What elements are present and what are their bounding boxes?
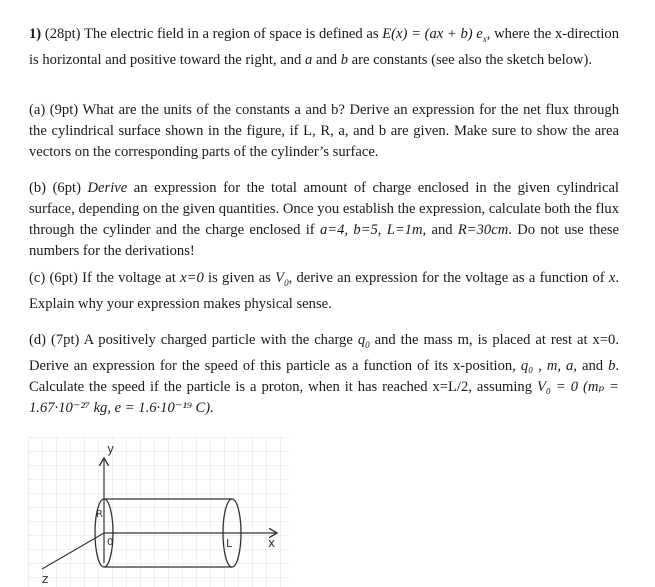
part-d-constants: (mₚ = 1.67·10⁻²⁷ kg, e = 1.6·10⁻¹⁹ C).: [29, 378, 619, 416]
part-d-text-1: A positively charged particle with the charge: [83, 332, 353, 348]
part-b-text-3: . Do not use these numbers for the derivations!: [29, 222, 620, 259]
part-c-v0: $V_0$: [275, 270, 289, 288]
part-b-text-1: an expression for the total amount of charge enclosed in the given cylindrical surface, depending on the given quantities. Once you establish the expression, calculate both the flux through the cylinder and the charge enclosed if: [29, 180, 619, 238]
intro-var-b: b: [340, 51, 348, 68]
part-b-label: (b) (6pt): [29, 180, 81, 196]
problem-number: 1): [29, 26, 42, 42]
part-c-var-x: x: [608, 270, 616, 286]
part-d-label: (d) (7pt): [29, 332, 80, 348]
problem-intro: [29, 24, 619, 71]
cylinder-sketch: [28, 437, 290, 587]
intro-text-4: are constants (see also the sketch below).: [351, 51, 592, 68]
part-a-text: What are the units of the constants a and b? Derive an expression for the net flux through the cylindrical surface shown in the figure, if L, R, a, and b are given. Make sure to show the area vectors on the corresponding parts of the cylinder’s surface.: [29, 102, 619, 160]
part-c-label: (c) (6pt): [29, 270, 78, 286]
label-z: z: [42, 572, 49, 586]
grid-paper: [28, 437, 290, 587]
part-b-emph: Derive: [87, 180, 128, 196]
part-a: [29, 100, 619, 163]
field-formula: E(x) = (ax + b) $e_x$: [382, 26, 487, 44]
part-c-text-2: is given as: [208, 270, 271, 286]
intro-text-2: , where the x-direction is horizontal and positive toward the right, and: [29, 26, 619, 68]
part-c-text-1: If the voltage at: [82, 270, 176, 286]
intro-var-a: a: [305, 51, 313, 68]
part-b-values: a=4, b=5, L=1m,: [319, 222, 427, 238]
intro-text-1: The electric field in a region of space is defined as: [83, 26, 379, 42]
part-b: [29, 178, 619, 262]
field-formula-subscript: x: [482, 33, 487, 44]
label-r: R: [96, 509, 103, 520]
part-d-q0: $q_0$: [357, 332, 370, 350]
part-c-text-4: . Explain why your expression makes physical sense.: [29, 270, 620, 312]
part-c-cond: x=0: [180, 270, 204, 286]
part-c-text-3: , derive an expression for the voltage as a function of: [288, 270, 605, 286]
part-d-var-b: b: [608, 357, 616, 374]
label-l: L: [226, 537, 233, 550]
label-x: x: [268, 536, 276, 550]
sketch-svg: [28, 437, 290, 587]
part-c: [29, 268, 619, 315]
problem-points: (28pt): [44, 26, 81, 42]
intro-text-3: and: [315, 51, 338, 68]
part-a-label: (a) (9pt): [29, 102, 79, 118]
part-b-value-r: R=30cm: [457, 222, 509, 238]
part-d-text-3: and: [581, 357, 604, 374]
label-origin: 0: [107, 537, 114, 548]
part-d-vars: q₀ , m, a,: [520, 357, 577, 374]
part-d-text-2: and the mass m, is placed at rest at x=0. Derive an expression for the speed of this particle as a function of its x-position,: [29, 332, 619, 374]
part-b-text-2: and: [431, 222, 453, 238]
part-d-text-4: . Calculate the speed if the particle is a proton, when it has reached x=L/2, assuming: [29, 357, 620, 395]
part-d: [29, 330, 619, 419]
part-d-condition: V₀ = 0: [536, 378, 578, 395]
label-y: y: [107, 442, 115, 456]
